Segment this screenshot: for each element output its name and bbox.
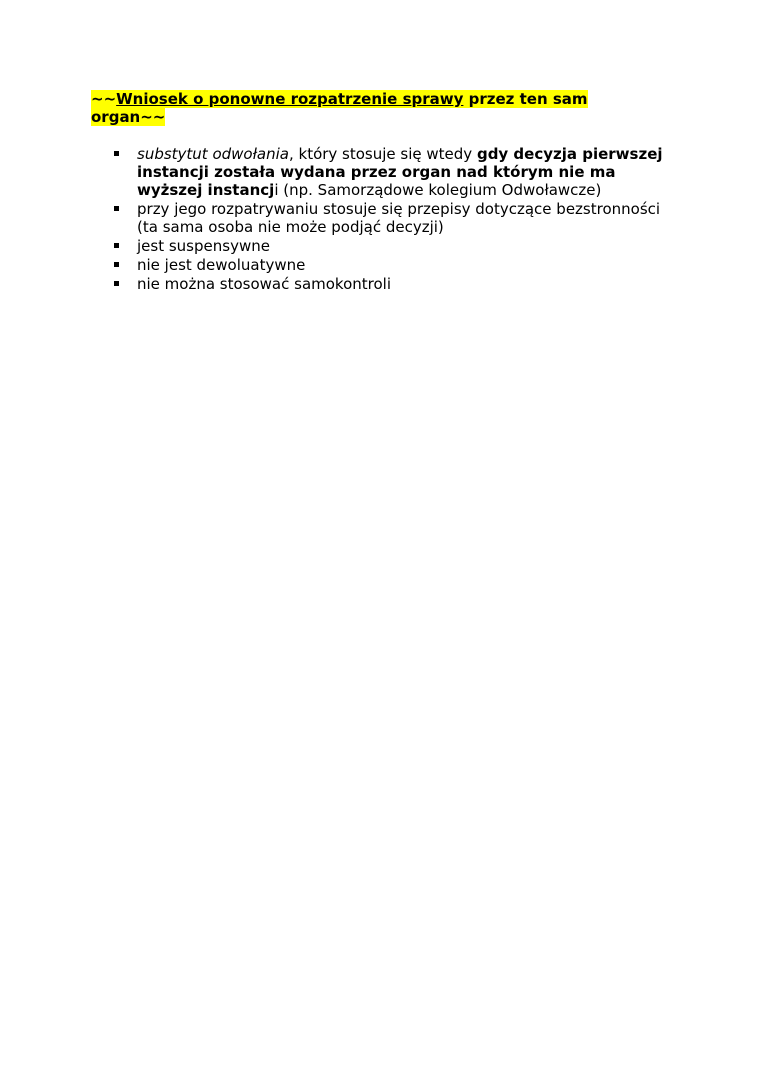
list-item	[91, 256, 671, 274]
list-item-text: i (np. Samorządowe kolegium Odwoławcze)	[274, 181, 602, 199]
section-heading	[91, 90, 621, 126]
list-item	[91, 145, 671, 199]
list-item-text: jest suspensywne	[137, 237, 270, 255]
heading-prefix: ~~	[91, 90, 117, 108]
heading-highlight	[91, 90, 588, 126]
square-bullet-icon	[114, 281, 119, 286]
list-item-text: nie można stosować samokontroli	[137, 275, 392, 293]
square-bullet-icon	[114, 206, 119, 211]
square-bullet-icon	[114, 151, 119, 156]
list-item-text: przy jego rozpatrywaniu stosuje się przepisy dotyczące bezstronności (ta sama osoba nie może podjąć decyzji)	[137, 200, 661, 236]
list-item	[91, 275, 671, 293]
list-item-italic: substytut odwołania	[137, 145, 289, 163]
square-bullet-icon	[114, 243, 119, 248]
bullet-list	[91, 145, 671, 294]
list-item-text: nie jest dewoluatywne	[137, 256, 306, 274]
heading-suffix: przez ten sam organ~~	[91, 90, 588, 126]
list-item-text: , który stosuje się wtedy	[288, 145, 477, 163]
square-bullet-icon	[114, 262, 119, 267]
heading-underlined-text: Wniosek o ponowne rozpatrzenie sprawy	[116, 90, 464, 108]
list-item-bold: gdy decyzja pierwszej instancji została wydana przez organ nad którym nie ma wyższej instancj	[137, 145, 663, 199]
list-item	[91, 200, 671, 236]
list-item	[91, 237, 671, 255]
